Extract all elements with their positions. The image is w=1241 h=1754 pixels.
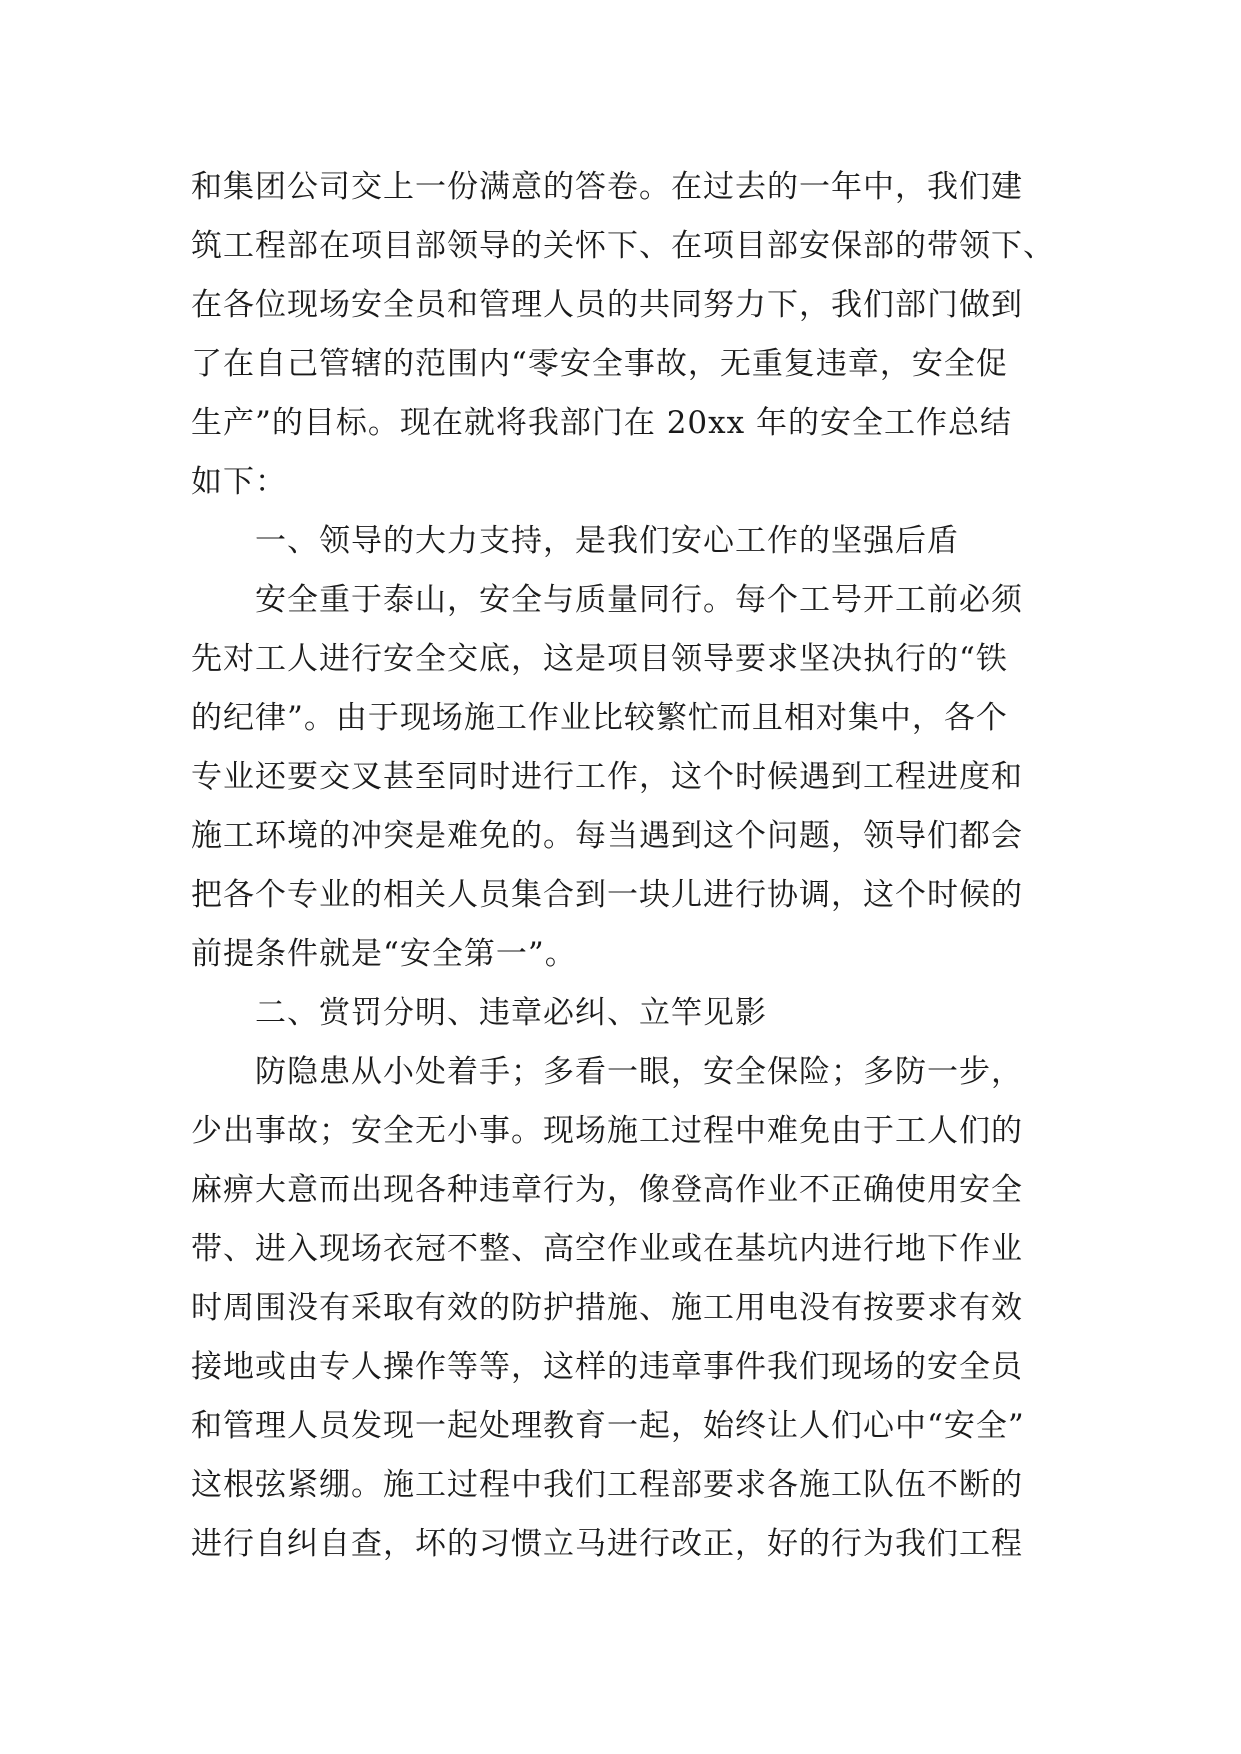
text-line: 在各位现场安全员和管理人员的共同努力下，我们部门做到 (191, 287, 1023, 323)
document-body (191, 158, 1071, 1574)
text-line: 生产”的目标。现在就将我部门在 20xx 年的安全工作总结 (191, 405, 1012, 441)
text-line: 进行自纠自查，坏的习惯立马进行改正，好的行为我们工程 (191, 1526, 1023, 1562)
text-line: 前提条件就是“安全第一”。 (191, 936, 577, 972)
text-line: 施工环境的冲突是难免的。每当遇到这个问题，领导们都会 (191, 818, 1023, 854)
paragraph-start: 安全重于泰山，安全与质量同行。每个工号开工前必须 (255, 582, 1023, 618)
text-line: 筑工程部在项目部领导的关怀下、在项目部安保部的带领下、 (191, 228, 1055, 264)
text-line: 这根弦紧绷。施工过程中我们工程部要求各施工队伍不断的 (191, 1467, 1023, 1503)
paragraph-start: 防隐患从小处着手；多看一眼，安全保险；多防一步， (255, 1054, 1023, 1090)
text-line: 和集团公司交上一份满意的答卷。在过去的一年中，我们建 (191, 169, 1023, 205)
text-line: 如下： (191, 464, 287, 500)
text-line: 的纪律”。由于现场施工作业比较繁忙而且相对集中，各个 (191, 700, 1008, 736)
text-line: 时周围没有采取有效的防护措施、施工用电没有按要求有效 (191, 1290, 1023, 1326)
text-line: 麻痹大意而出现各种违章行为，像登高作业不正确使用安全 (191, 1172, 1023, 1208)
text-line: 先对工人进行安全交底，这是项目领导要求坚决执行的“铁 (191, 641, 1008, 677)
text-line: 把各个专业的相关人员集合到一块儿进行协调，这个时候的 (191, 877, 1023, 913)
text-line: 少出事故；安全无小事。现场施工过程中难免由于工人们的 (191, 1113, 1023, 1149)
section-heading-2: 二、赏罚分明、违章必纠、立竿见影 (255, 995, 767, 1031)
text-line: 专业还要交叉甚至同时进行工作，这个时候遇到工程进度和 (191, 759, 1023, 795)
text-line: 接地或由专人操作等等，这样的违章事件我们现场的安全员 (191, 1349, 1023, 1385)
section-heading-1: 一、领导的大力支持，是我们安心工作的坚强后盾 (255, 523, 959, 559)
text-line: 和管理人员发现一起处理教育一起，始终让人们心中“安全” (191, 1408, 1025, 1444)
text-line: 了在自己管辖的范围内“零安全事故，无重复违章，安全促 (191, 346, 1008, 382)
text-line: 带、进入现场衣冠不整、高空作业或在基坑内进行地下作业 (191, 1231, 1023, 1267)
